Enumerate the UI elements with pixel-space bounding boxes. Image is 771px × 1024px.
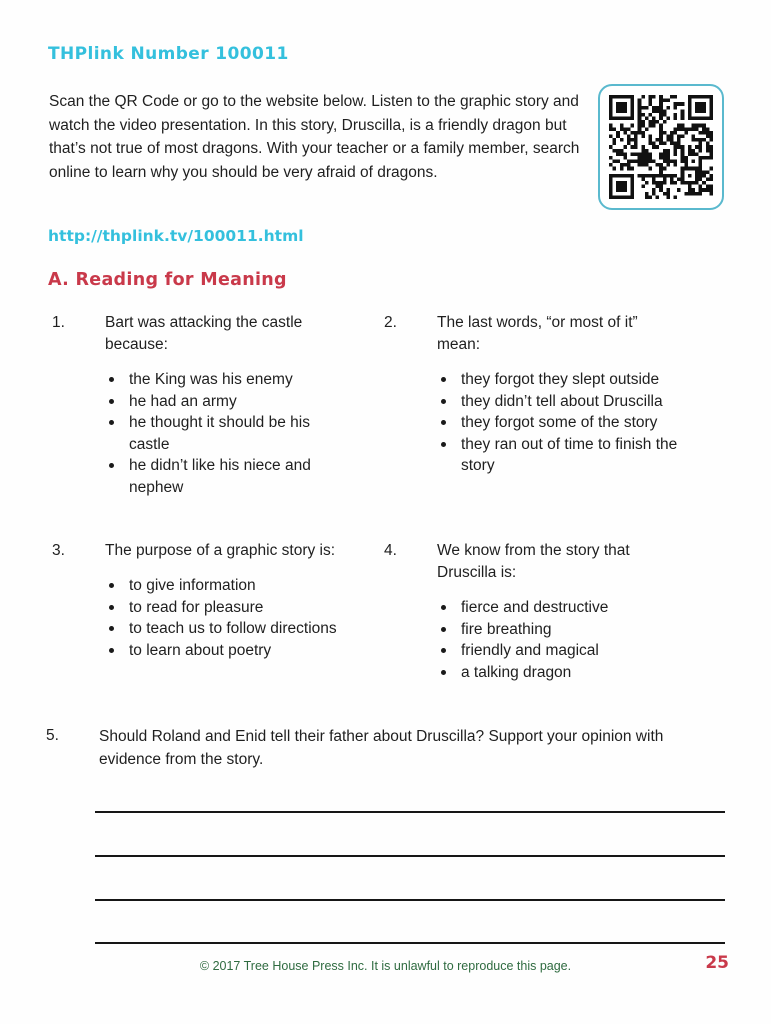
question-row-1: [0, 312, 771, 540]
bullet-icon: [109, 420, 114, 425]
bullet-icon: [441, 420, 446, 425]
question-number: 3.: [52, 542, 65, 559]
bullet-icon: [109, 605, 114, 610]
question-stem: We know from the story that Druscilla is:: [437, 542, 630, 581]
bullet-icon: [109, 583, 114, 588]
question-stem: The last words, “or most of it” mean:: [437, 314, 638, 353]
intro-paragraph: Scan the QR Code or go to the website below. Listen to the graphic story and watch the video presentation. In this story, Druscilla, is a friendly dragon but that’s not true of most dragons. With your teacher or a family member, search online to learn why you should be very afraid of dragons.: [49, 93, 580, 181]
option-item[interactable]: [107, 455, 352, 498]
question-number: 5.: [46, 727, 59, 744]
bullet-icon: [441, 670, 446, 675]
bullet-icon: [441, 442, 446, 447]
option-label: to give information: [129, 577, 256, 594]
bullet-icon: [109, 463, 114, 468]
option-item[interactable]: [439, 412, 684, 434]
answer-line[interactable]: [95, 855, 725, 857]
option-label: he had an army: [129, 392, 237, 410]
bullet-icon: [109, 626, 114, 631]
question-options: [52, 575, 352, 661]
option-label: they didn’t tell about Druscilla: [461, 392, 663, 410]
option-item[interactable]: [439, 369, 684, 391]
option-item[interactable]: [107, 369, 352, 391]
qr-code-image: [609, 95, 713, 199]
option-item[interactable]: [439, 662, 684, 684]
bullet-icon: [441, 399, 446, 404]
question-stem: Should Roland and Enid tell their father about Druscilla? Support your opinion with evidence from the story.: [99, 728, 664, 768]
question-row-2: [0, 540, 771, 720]
bullet-icon: [441, 648, 446, 653]
option-item[interactable]: [107, 575, 352, 597]
option-item[interactable]: [107, 597, 352, 619]
question-block-1: [52, 312, 352, 498]
worksheet-url-link[interactable]: http://thplink.tv/100011.html: [48, 227, 304, 245]
option-item[interactable]: [439, 619, 684, 641]
option-label: the King was his enemy: [129, 371, 293, 388]
bullet-icon: [441, 377, 446, 382]
page-number: 25: [705, 953, 729, 973]
question-block-3: [52, 540, 352, 661]
question-number: 2.: [384, 314, 397, 331]
answer-line[interactable]: [95, 811, 725, 813]
copyright-notice: © 2017 Tree House Press Inc. It is unlawful to reproduce this page.: [199, 959, 572, 973]
answer-line[interactable]: [95, 942, 725, 944]
option-item[interactable]: [439, 597, 684, 619]
option-label: fierce and destructive: [461, 599, 609, 616]
option-label: friendly and magical: [461, 642, 599, 659]
option-item[interactable]: [107, 412, 352, 455]
bullet-icon: [441, 605, 446, 610]
questions-grid: [0, 312, 771, 720]
option-item[interactable]: [439, 434, 684, 477]
bullet-icon: [109, 399, 114, 404]
question-block-5: [46, 725, 706, 771]
bullet-icon: [109, 377, 114, 382]
answer-line[interactable]: [95, 899, 725, 901]
option-label: they ran out of time to finish the story: [461, 435, 678, 474]
bullet-icon: [109, 648, 114, 653]
question-number: 4.: [384, 542, 397, 559]
option-label: to teach us to follow directions: [129, 620, 337, 637]
option-label: he didn’t like his niece and nephew: [129, 457, 311, 496]
option-item[interactable]: [107, 618, 352, 640]
question-block-4: [384, 540, 684, 683]
option-item[interactable]: [107, 391, 352, 413]
question-stem: Bart was attacking the castle because:: [105, 314, 303, 353]
option-label: to read for pleasure: [129, 598, 264, 616]
page-title: THPlink Number 100011: [48, 44, 289, 64]
option-item[interactable]: [439, 640, 684, 662]
bullet-icon: [441, 627, 446, 632]
question-block-2: [384, 312, 684, 477]
option-item[interactable]: [107, 640, 352, 662]
option-label: they forgot some of the story: [461, 414, 658, 431]
section-heading-reading-for-meaning: A. Reading for Meaning: [48, 270, 287, 290]
option-label: a talking dragon: [461, 663, 572, 681]
qr-code[interactable]: [598, 84, 724, 210]
option-label: fire breathing: [461, 620, 552, 638]
question-options: [52, 369, 352, 498]
question-stem: The purpose of a graphic story is:: [105, 542, 336, 559]
option-label: they forgot they slept outside: [461, 371, 660, 388]
question-options: [384, 597, 684, 683]
option-item[interactable]: [439, 391, 684, 413]
option-label: to learn about poetry: [129, 641, 272, 659]
question-number: 1.: [52, 314, 65, 331]
option-label: he thought it should be his castle: [129, 414, 310, 453]
question-options: [384, 369, 684, 477]
